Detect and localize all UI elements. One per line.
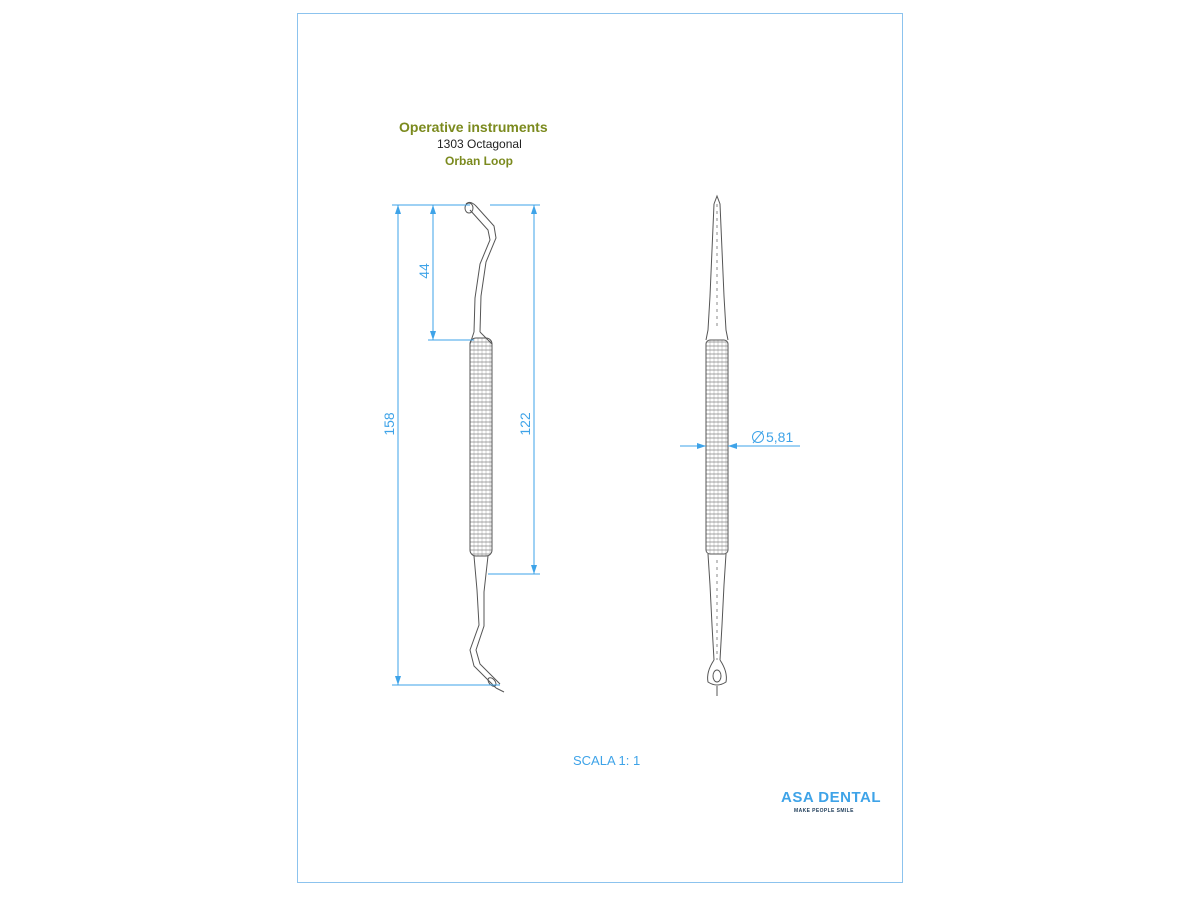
instrument-front-view	[706, 196, 728, 696]
product-code: 1303 Octagonal	[437, 137, 522, 151]
dimension-label-handle: 122	[517, 412, 533, 436]
dimension-label-total: 158	[381, 412, 397, 436]
scale-label: SCALA 1: 1	[573, 753, 641, 768]
dimension-label-diameter: 5,81	[766, 429, 794, 445]
drawing-title: Operative instruments	[399, 119, 548, 135]
product-name: Orban Loop	[445, 154, 513, 168]
dimension-label-tip: 44	[416, 263, 432, 279]
dimension-handle-length	[488, 205, 540, 574]
dimension-tip-length	[428, 205, 474, 340]
instrument-side-view	[465, 202, 504, 692]
brand-tagline: MAKE PEOPLE SMILE	[794, 808, 854, 814]
brand-logo: ASA DENTAL	[781, 789, 881, 806]
